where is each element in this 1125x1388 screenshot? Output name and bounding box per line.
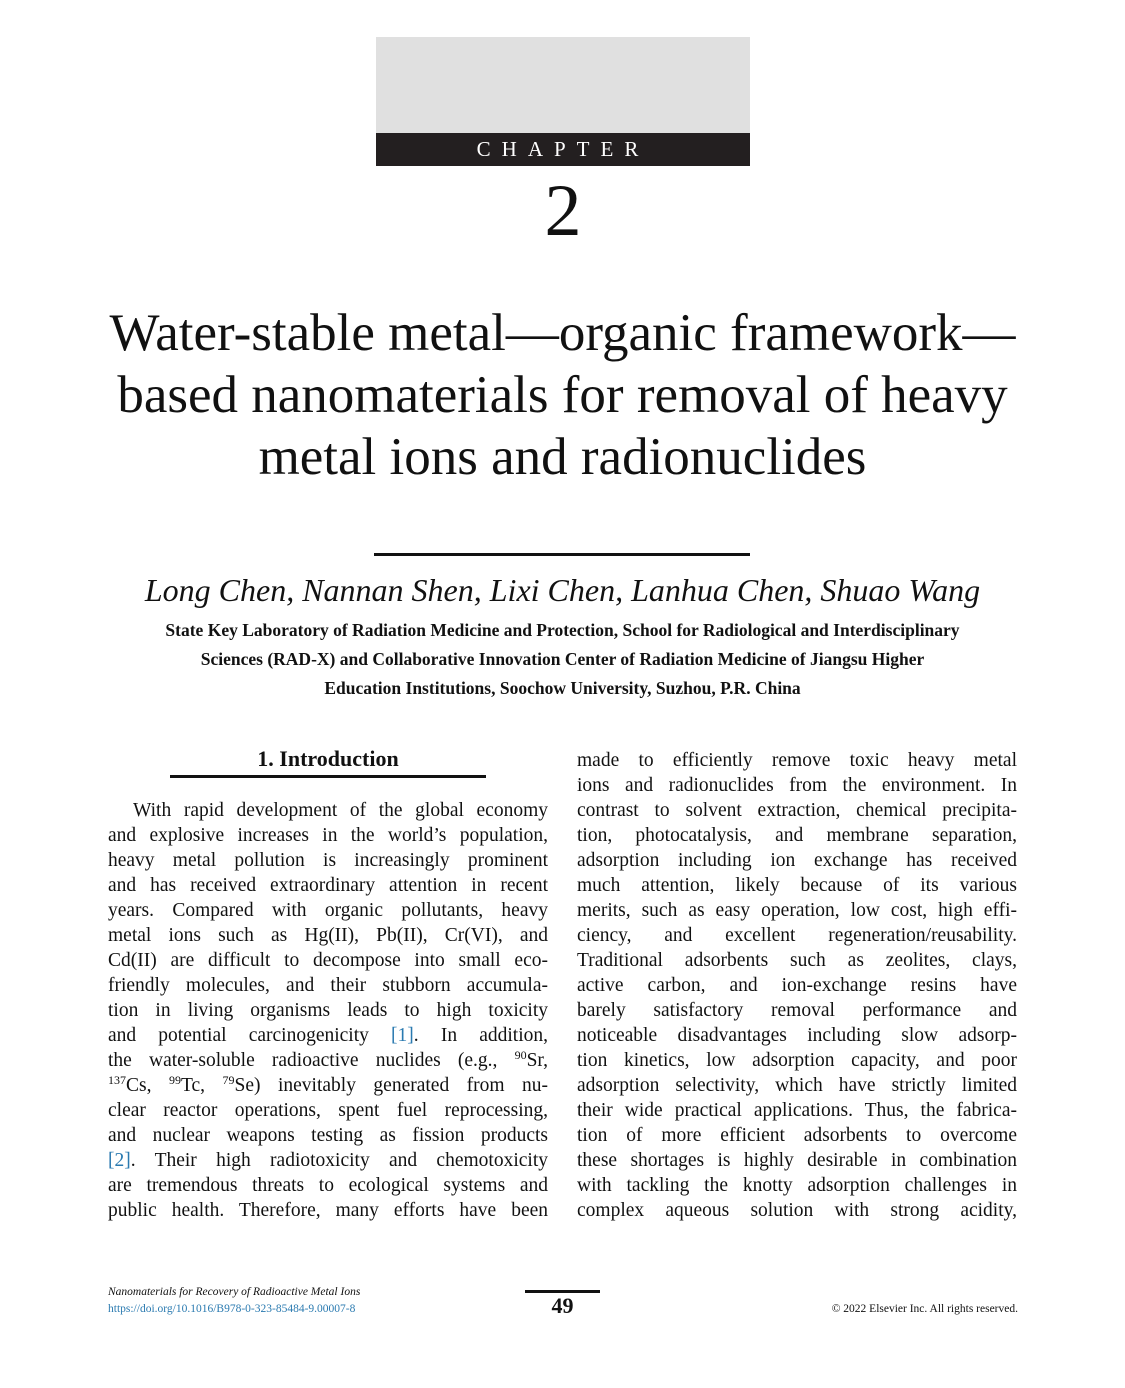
text-line: complex aqueous solution with strong acidity,: [577, 1200, 1017, 1221]
text-line: tion of more efficient adsorbents to overcome: [577, 1125, 1017, 1146]
section-rule: [170, 775, 486, 778]
text-line: adsorption selectivity, which have strictly limited: [577, 1075, 1017, 1096]
text-line: much attention, likely because of its various: [577, 875, 1017, 896]
text-line: adsorption including ion exchange has received: [577, 850, 1017, 871]
text-line: years. Compared with organic pollutants, heavy: [108, 900, 548, 921]
section-number: 1.: [257, 746, 274, 771]
page-number: 49: [551, 1293, 574, 1318]
text-line: heavy metal pollution is increasingly prominent: [108, 850, 548, 871]
copyright: © 2022 Elsevier Inc. All rights reserved.: [831, 1303, 1018, 1315]
text-fragment: Se) inevitably generated from nu-: [234, 1075, 548, 1096]
left-column: [108, 798, 548, 1223]
text-line: friendly molecules, and their stubborn accumula-: [108, 975, 548, 996]
text-line: [108, 1148, 548, 1173]
affiliation-line: Sciences (RAD-X) and Collaborative Innovation Center of Radiation Medicine of Jiangsu Higher: [200, 649, 925, 669]
text-fragment: Cs,: [126, 1075, 152, 1096]
section-heading: [170, 742, 486, 776]
text-line: active carbon, and ion-exchange resins have: [577, 975, 1017, 996]
text-line: and nuclear weapons testing as fission products: [108, 1125, 548, 1146]
text-line: with tackling the knotty adsorption challenges in: [577, 1175, 1017, 1196]
superscript: 90: [514, 1048, 527, 1062]
text-line: public health. Therefore, many efforts have been: [108, 1200, 548, 1221]
superscript: 79: [222, 1073, 235, 1087]
text-line: ciency, and excellent regeneration/reusability.: [577, 925, 1017, 946]
text-fragment: Tc,: [180, 1075, 206, 1096]
chapter-header-block: [376, 37, 750, 133]
text-line: ions and radionuclides from the environment. In: [577, 775, 1017, 796]
affiliation: [100, 616, 1025, 703]
doi-link[interactable]: https://doi.org/10.1016/B978-0-323-85484-9.00007-8: [108, 1303, 356, 1315]
chapter-label: CHAPTER: [376, 133, 750, 166]
text-line: and explosive increases in the world’s population,: [108, 825, 548, 846]
right-column: [577, 748, 1017, 1223]
chapter-title: Water-stable metal—organic framework—based nanomaterials for removal of heavy metal ions and radionuclides: [109, 304, 1016, 486]
text-line: tion kinetics, low adsorption capacity, and poor: [577, 1050, 1017, 1071]
chapter-number: 2: [544, 170, 582, 252]
text-fragment: the water-soluble radioactive nuclides (e.g.,: [108, 1050, 498, 1071]
text-line: [108, 1073, 548, 1098]
superscript: 99: [168, 1073, 181, 1087]
text-line: With rapid development of the global economy: [133, 800, 548, 821]
text-line: tion in living organisms leads to high toxicity: [108, 1000, 548, 1021]
text-line: merits, such as easy operation, low cost, high effi-: [577, 900, 1017, 921]
authors: Long Chen, Nannan Shen, Lixi Chen, Lanhua Chen, Shuao Wang: [144, 572, 981, 608]
superscript: 137: [108, 1073, 126, 1087]
affiliation-line: Education Institutions, Soochow University, Suzhou, P.R. China: [324, 678, 801, 698]
text-line: made to efficiently remove toxic heavy metal: [577, 750, 1017, 771]
text-line: noticeable disadvantages including slow adsorp-: [577, 1025, 1017, 1046]
text-fragment: . In addition,: [413, 1025, 548, 1046]
section-title: Introduction: [279, 746, 399, 771]
text-line: and has received extraordinary attention in recent: [108, 875, 548, 896]
text-line: Cd(II) are difficult to decompose into small eco-: [108, 950, 548, 971]
text-line: tion, photocatalysis, and membrane separation,: [577, 825, 1017, 846]
text-fragment: . Their high radiotoxicity and chemotoxicity: [130, 1150, 548, 1171]
text-fragment: and potential carcinogenicity: [108, 1025, 369, 1046]
book-title: Nanomaterials for Recovery of Radioactive Metal Ions: [108, 1286, 361, 1298]
text-line: their wide practical applications. Thus, the fabrica-: [577, 1100, 1017, 1121]
text-line: these shortages is highly desirable in combination: [577, 1150, 1017, 1171]
text-line: clear reactor operations, spent fuel reprocessing,: [108, 1100, 548, 1121]
affiliation-line: State Key Laboratory of Radiation Medicine and Protection, School for Radiological and Interdisciplinary: [165, 620, 960, 640]
text-line: contrast to solvent extraction, chemical precipita-: [577, 800, 1017, 821]
text-line: barely satisfactory removal performance and: [577, 1000, 1017, 1021]
title-rule: [374, 553, 750, 556]
text-line: Traditional adsorbents such as zeolites, clays,: [577, 950, 1017, 971]
text-fragment: Sr,: [526, 1050, 548, 1071]
text-line: are tremendous threats to ecological systems and: [108, 1175, 548, 1196]
text-line: metal ions such as Hg(II), Pb(II), Cr(VI), and: [108, 925, 548, 946]
citation-link[interactable]: [2]: [108, 1150, 131, 1171]
citation-link[interactable]: [1]: [391, 1025, 414, 1046]
text-line: [108, 1048, 548, 1073]
text-line: [108, 1023, 548, 1048]
